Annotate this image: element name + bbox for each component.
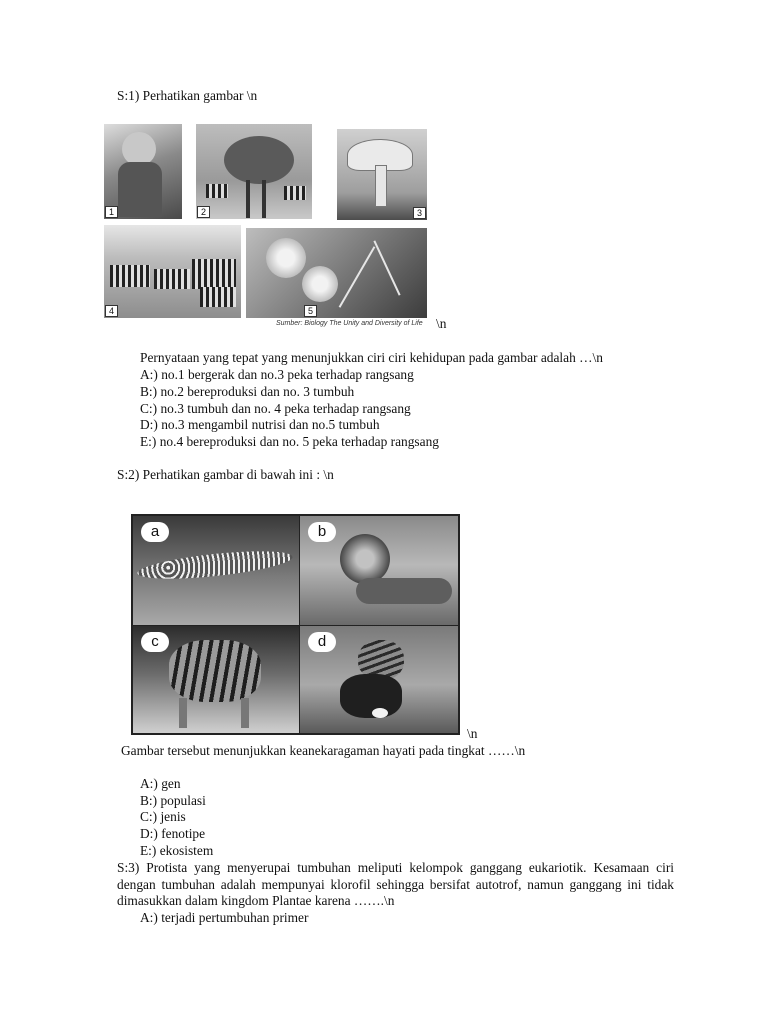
figure-2-number: 2 [197, 206, 210, 218]
figure-3-photo [337, 129, 427, 220]
figure-5-number: 5 [304, 305, 317, 317]
q1-option-e[interactable]: E:) no.4 bereproduksi dan no. 5 peka terhadap rangsang [140, 434, 439, 449]
q2-option-c[interactable]: C:) jenis [140, 809, 186, 824]
q2-option-d[interactable]: D:) fenotipe [140, 826, 206, 841]
figure-3-number: 3 [413, 207, 426, 219]
q1-option-a[interactable]: A:) no.1 bergerak dan no.3 peka terhadap rangsang [140, 367, 414, 382]
q2-title: S:2) Perhatikan gambar di bawah ini : \n [117, 467, 334, 482]
q2-option-a[interactable]: A:) gen [140, 776, 181, 791]
panel-d-photo [300, 626, 458, 733]
q1-figure-newline: \n [436, 316, 447, 331]
q3-option-a[interactable]: A:) terjadi pertumbuhan primer [140, 910, 309, 925]
figure-source-caption: Sumber: Biology The Unity and Diversity of Life [276, 320, 423, 327]
q1-question-text: Pernyataan yang tepat yang menunjukkan ciri ciri kehidupan pada gambar adalah …\n [140, 350, 603, 365]
figure-2-photo [196, 124, 312, 219]
panel-b-photo [300, 516, 458, 625]
figure-4-number: 4 [105, 305, 118, 317]
panel-c-label: c [141, 632, 169, 652]
q3-question-text: S:3) Protista yang menyerupai tumbuhan meliputi kelompok ganggang eukariotik. Kesamaan ciri dengan tumbuhan adalah mempunyai klorofil sehingga bersifat autotrof, namun ganggang ini tidak dimasukkan dalam kingdom Plantae karena …….\n [117, 860, 674, 909]
q2-figure-newline: \n [467, 726, 478, 741]
q1-option-b[interactable]: B:) no.2 bereproduksi dan no. 3 tumbuh [140, 384, 355, 399]
q2-option-e[interactable]: E:) ekosistem [140, 843, 214, 858]
q1-title: S:1) Perhatikan gambar \n [117, 88, 258, 103]
q2-question-text: Gambar tersebut menunjukkan keanekaragaman hayati pada tingkat ……\n [121, 743, 526, 758]
figure-1-photo [104, 124, 182, 219]
panel-d-label: d [308, 632, 336, 652]
panel-b-label: b [308, 522, 336, 542]
q1-option-d[interactable]: D:) no.3 mengambil nutrisi dan no.5 tumbuh [140, 417, 380, 432]
panel-a-photo [133, 516, 299, 625]
figure-5-photo [246, 228, 427, 318]
figure-1-number: 1 [105, 206, 118, 218]
q2-option-b[interactable]: B:) populasi [140, 793, 206, 808]
q1-option-c[interactable]: C:) no.3 tumbuh dan no. 4 peka terhadap rangsang [140, 401, 411, 416]
panel-a-label: a [141, 522, 169, 542]
q2-figure [131, 514, 460, 735]
figure-4-photo [104, 225, 241, 318]
panel-c-photo [133, 626, 299, 733]
